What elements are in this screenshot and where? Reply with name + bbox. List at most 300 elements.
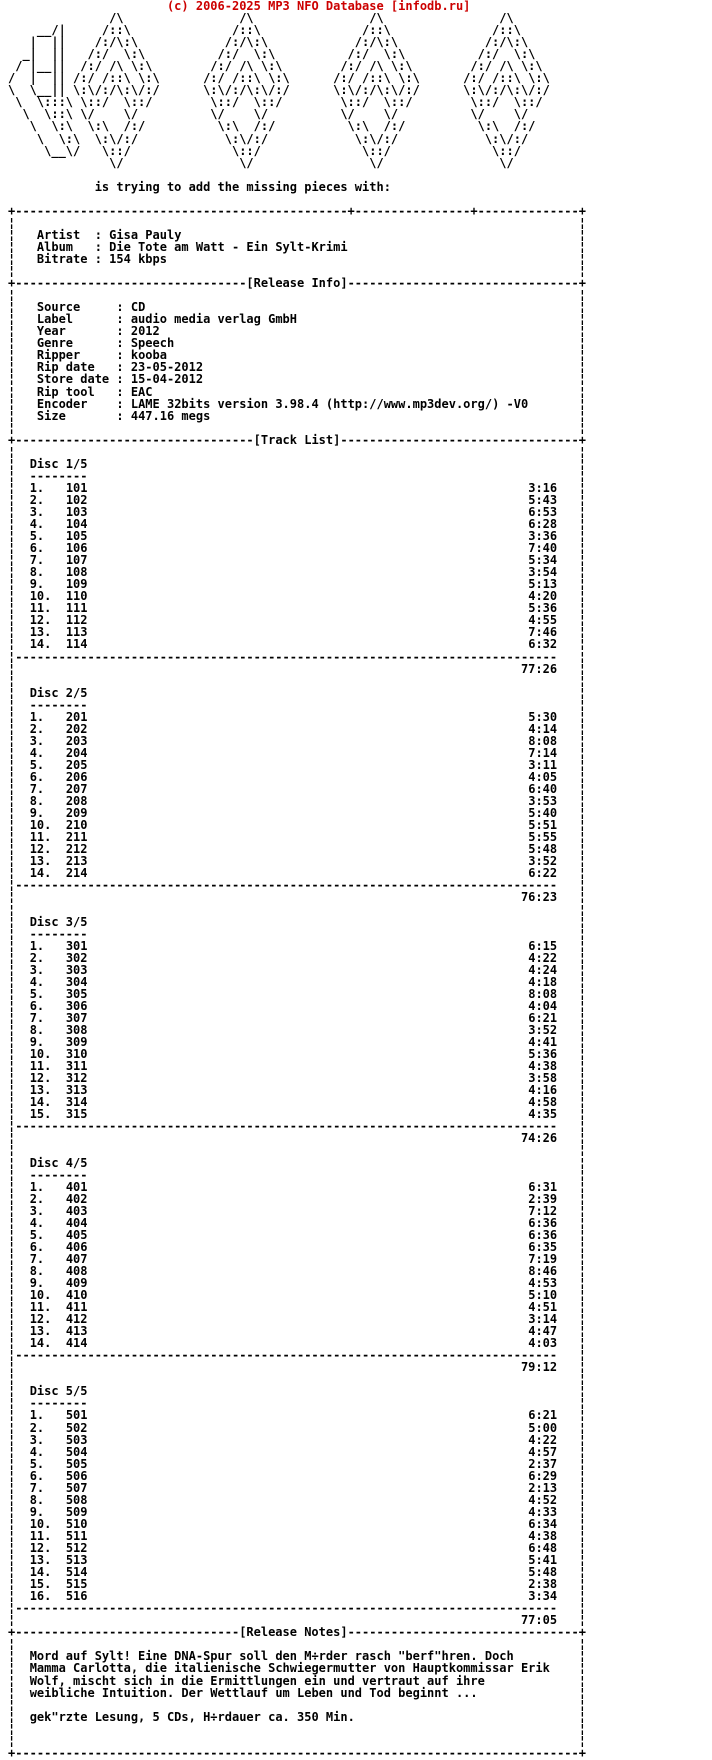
info-value: Speech (130, 336, 175, 351)
release-notes-rule-title: [Release Notes] (239, 1625, 348, 1640)
track-number: 16. (29, 1589, 52, 1604)
track-title: 502 (65, 1420, 88, 1435)
track-title: 509 (65, 1504, 88, 1519)
track-row: ¦ 6. 306 4:04 ¦ (8, 998, 587, 1013)
track-duration: 5:13 (528, 577, 558, 592)
track-title: 311 (65, 1059, 88, 1074)
track-duration: 7:14 (528, 745, 558, 760)
bottom-border: +------------------------------------------------------------------------------+ (8, 1745, 586, 1760)
track-title: 405 (65, 1227, 88, 1242)
track-row: ¦ 5. 105 3:36 ¦ (8, 529, 587, 544)
track-number: 7. (29, 553, 45, 568)
track-title: 510 (65, 1516, 88, 1531)
ascii-logo-row: \ \::\ \/ \/ \/ \/ \/ \/ \/ \/ (8, 107, 529, 122)
track-title: 108 (65, 565, 88, 580)
track-number: 7. (29, 1480, 45, 1495)
notes-text: Wolf, mischt sich in die Ermittlungen ein und vertraut auf ihre (29, 1673, 485, 1688)
header-label: Album (36, 239, 74, 254)
notes-row: ¦ Mamma Carlotta, die italienische Schwiegermutter von Hauptkommissar Erik ¦ (8, 1661, 586, 1676)
track-row: ¦ 9. 309 4:41 ¦ (8, 1035, 587, 1050)
track-number: 5. (29, 757, 45, 772)
info-row: ¦ Source : CD ¦ (8, 300, 586, 315)
track-duration: 4:41 (528, 1035, 558, 1050)
track-number: 9. (29, 1035, 45, 1050)
track-number: 3. (29, 1432, 45, 1447)
info-label: Genre (36, 336, 74, 351)
track-row: ¦ 5. 405 6:36 ¦ (8, 1227, 587, 1242)
track-number: 7. (29, 782, 45, 797)
track-number: 11. (29, 601, 52, 616)
header-row: ¦ Album : Die Tote am Watt - Ein Sylt-Krimi ¦ (8, 239, 586, 254)
track-title: 205 (65, 757, 88, 772)
ascii-logo-row: _| || /:/ \:\ /:/ \:\ /:/ \:\ /:/ \:\ (8, 47, 536, 62)
track-number: 1. (29, 709, 45, 724)
track-row: ¦ 1. 101 3:16 ¦ (8, 480, 587, 495)
track-number: 3. (29, 962, 45, 977)
ascii-logo-row: / | || /:/ /::\ \:\ /:/ /::\ \:\ /:/ /::\ \:\ /:/ /::\ \:\ (8, 71, 550, 86)
info-label: Encoder (36, 396, 88, 411)
info-label: Rip date (36, 360, 95, 375)
track-number: 5. (29, 1456, 45, 1471)
track-duration: 4:38 (528, 1528, 558, 1543)
track-duration: 2:13 (528, 1480, 558, 1495)
track-number: 4. (29, 974, 45, 989)
track-number: 11. (29, 1300, 52, 1315)
track-title: 403 (65, 1203, 88, 1218)
track-title: 103 (65, 504, 88, 519)
track-row: ¦ 4. 504 4:57 ¦ (8, 1444, 587, 1459)
track-row: ¦ 5. 505 2:37 ¦ (8, 1456, 587, 1471)
track-title: 515 (65, 1577, 88, 1592)
track-number: 13. (29, 625, 52, 640)
track-duration: 4:22 (528, 1432, 558, 1447)
track-row: ¦ 4. 304 4:18 ¦ (8, 974, 587, 989)
track-number: 13. (29, 1083, 52, 1098)
track-title: 303 (65, 962, 88, 977)
notes-text: weibliche Intuition. Der Wettlauf um Leben und Tod beginnt ... (29, 1685, 478, 1700)
track-title: 512 (65, 1541, 88, 1555)
track-number: 15. (29, 1577, 52, 1592)
notes-row: ¦ gek"rzte Lesung, 5 CDs, H÷rdauer ca. 350 Min. ¦ (8, 1709, 586, 1724)
track-title: 410 (65, 1288, 88, 1303)
track-duration: 2:38 (528, 1577, 558, 1592)
track-title: 413 (65, 1324, 88, 1339)
track-duration: 6:21 (528, 1010, 558, 1025)
track-title: 214 (65, 866, 88, 881)
track-number: 1. (29, 480, 45, 495)
track-title: 110 (65, 589, 88, 604)
track-number: 8. (29, 1263, 45, 1278)
track-duration: 5:30 (528, 709, 558, 724)
track-row: ¦ 9. 409 4:53 ¦ (8, 1275, 587, 1290)
info-value: EAC (130, 384, 153, 399)
disc-title-row: ¦ Disc 1/5 ¦ (8, 456, 586, 471)
track-duration: 5:10 (528, 1288, 558, 1303)
track-number: 13. (29, 854, 52, 869)
track-number: 5. (29, 529, 45, 544)
track-row: ¦ 13. 113 7:46 ¦ (8, 625, 587, 640)
track-duration: 6:21 (528, 1408, 558, 1423)
disc-title-row: ¦ Disc 4/5 ¦ (8, 1155, 586, 1170)
track-duration: 6:35 (528, 1239, 558, 1254)
disc-title: Disc 4/5 (29, 1155, 88, 1170)
track-title: 113 (65, 625, 88, 640)
disc-total: 74:26 (520, 1131, 558, 1146)
track-row: ¦ 13. 413 4:47 ¦ (8, 1324, 587, 1339)
blank-row: ¦ ¦ (8, 1372, 586, 1387)
track-title: 407 (65, 1251, 88, 1266)
track-duration: 5:34 (528, 553, 558, 568)
track-title: 501 (65, 1408, 88, 1423)
track-duration: 7:12 (528, 1203, 558, 1218)
track-title: 312 (65, 1071, 88, 1086)
info-row: ¦ Year : 2012 ¦ (8, 324, 587, 339)
header-label: Artist (36, 227, 81, 242)
info-label: Rip tool (36, 384, 95, 399)
track-title: 412 (65, 1312, 88, 1327)
disc-separator: ¦--------------------------------------------------------------------------- ¦ (8, 878, 586, 893)
notes-text: Mamma Carlotta, die italienische Schwiegermutter von Hauptkommissar Erik (29, 1661, 550, 1676)
track-row: ¦ 4. 204 7:14 ¦ (8, 745, 587, 760)
disc-total: 77:05 (520, 1613, 558, 1628)
track-row: ¦ 3. 503 4:22 ¦ (8, 1432, 587, 1447)
track-row: ¦ 12. 412 3:14 ¦ (8, 1312, 587, 1327)
track-duration: 5:41 (528, 1553, 558, 1568)
notes-row: ¦ weibliche Intuition. Der Wettlauf um Leben und Tod beginnt ... ¦ (8, 1685, 586, 1700)
track-title: 106 (65, 541, 88, 556)
track-title: 406 (65, 1239, 88, 1254)
track-number: 10. (29, 589, 52, 604)
ascii-logo-row: | || /:/\:\ /:/\:\ /:/\:\ /:/\:\ (8, 35, 529, 50)
notes-row: ¦ Wolf, mischt sich in die Ermittlungen ein und vertraut auf ihre ¦ (8, 1673, 586, 1688)
track-title: 208 (65, 794, 88, 809)
track-row: ¦ 6. 206 4:05 ¦ (8, 770, 587, 784)
disc-total: 77:26 (520, 661, 558, 676)
track-duration: 4:55 (528, 613, 558, 628)
ascii-logo-row: / |__|| /:/ /\ \:\ /:/ /\ \:\ /:/ /\ \:\ /:/ /\ \:\ (8, 59, 543, 74)
disc-total-row: ¦ 77:05 ¦ (8, 1613, 586, 1628)
track-row: ¦ 1. 501 6:21 ¦ (8, 1408, 587, 1423)
track-duration: 4:47 (528, 1324, 558, 1339)
track-duration: 5:43 (528, 492, 558, 507)
track-number: 13. (29, 1324, 52, 1339)
blank-row: ¦ ¦ (8, 420, 586, 435)
disc-total-row: ¦ 76:23 ¦ (8, 890, 586, 905)
disc-separator: ¦--------------------------------------------------------------------------- ¦ (8, 1348, 586, 1363)
track-row: ¦ 15. 315 4:35 ¦ (8, 1107, 587, 1122)
track-duration: 6:34 (528, 1516, 558, 1531)
track-title: 306 (65, 998, 88, 1013)
track-title: 514 (65, 1565, 88, 1580)
track-title: 210 (65, 818, 88, 833)
track-title: 212 (65, 842, 88, 857)
track-duration: 4:58 (528, 1095, 558, 1110)
track-row: ¦ 12. 312 3:58 ¦ (8, 1071, 587, 1086)
track-title: 505 (65, 1456, 88, 1471)
track-row: ¦ 12. 512 6:48 ¦ (8, 1541, 587, 1555)
track-row: ¦ 14. 214 6:22 ¦ (8, 866, 587, 881)
track-title: 204 (65, 745, 88, 760)
track-title: 207 (65, 782, 88, 797)
track-row: ¦ 14. 514 5:48 ¦ (8, 1565, 587, 1580)
track-row: ¦ 13. 513 5:41 ¦ (8, 1553, 587, 1568)
header-label: Bitrate (36, 251, 88, 266)
track-number: 8. (29, 1022, 45, 1037)
track-duration: 3:52 (528, 854, 558, 869)
track-number: 11. (29, 1059, 52, 1074)
track-row: ¦ 7. 207 6:40 ¦ (8, 782, 587, 797)
track-title: 307 (65, 1010, 88, 1025)
blank-row: ¦ ¦ (8, 1733, 586, 1748)
track-number: 3. (29, 1203, 45, 1218)
track-row: ¦ 2. 202 4:14 ¦ (8, 721, 587, 736)
track-row: ¦ 9. 509 4:33 ¦ (8, 1504, 587, 1519)
track-title: 404 (65, 1215, 88, 1230)
track-row: ¦ 10. 210 5:51 ¦ (8, 818, 587, 833)
notes-row: ¦ Mord auf Sylt! Eine DNA-Spur soll den M÷rder rasch "berf"hren. Doch ¦ (8, 1649, 586, 1664)
track-row: ¦ 14. 414 4:03 ¦ (8, 1336, 587, 1351)
info-label: Source (36, 300, 81, 315)
track-title: 105 (65, 529, 88, 544)
track-row: ¦ 3. 203 8:08 ¦ (8, 733, 587, 748)
track-number: 1. (29, 938, 45, 953)
info-row: ¦ Rip date : 23-05-2012 ¦ (8, 360, 586, 375)
blank-row: ¦ ¦ (8, 1637, 586, 1652)
blank-row: ¦ ¦ (8, 1143, 586, 1158)
track-row: ¦ 7. 307 6:21 ¦ (8, 1010, 587, 1025)
track-duration: 6:31 (528, 1179, 558, 1194)
track-title: 411 (65, 1300, 88, 1315)
track-title: 504 (65, 1444, 88, 1459)
track-row: ¦ 2. 102 5:43 ¦ (8, 492, 587, 507)
track-row: ¦ 11. 311 4:38 ¦ (8, 1059, 587, 1074)
track-number: 12. (29, 1541, 52, 1555)
track-duration: 6:40 (528, 782, 558, 797)
track-title: 414 (65, 1336, 88, 1351)
track-duration: 3:36 (528, 529, 558, 544)
track-title: 315 (65, 1107, 88, 1122)
disc-title-row: ¦ Disc 3/5 ¦ (8, 914, 586, 929)
track-duration: 7:40 (528, 541, 558, 556)
track-duration: 4:20 (528, 589, 558, 604)
track-row: ¦ 7. 407 7:19 ¦ (8, 1251, 587, 1266)
track-duration: 8:08 (528, 733, 558, 748)
track-number: 6. (29, 770, 45, 784)
track-number: 7. (29, 1010, 45, 1025)
track-duration: 2:37 (528, 1456, 558, 1471)
info-row: ¦ Ripper : kooba ¦ (8, 348, 586, 363)
disc-separator: ¦--------------------------------------------------------------------------- ¦ (8, 649, 586, 664)
track-list-rule-title: [Track List] (253, 432, 341, 447)
track-number: 14. (29, 866, 52, 881)
disc-underline: ¦ -------- ¦ (8, 1396, 586, 1411)
track-duration: 4:22 (528, 950, 558, 965)
track-number: 1. (29, 1179, 45, 1194)
track-duration: 3:34 (528, 1589, 558, 1604)
track-number: 6. (29, 1468, 45, 1483)
track-number: 4. (29, 1215, 45, 1230)
info-label: Store date (36, 372, 110, 387)
track-number: 14. (29, 1336, 52, 1351)
track-duration: 7:46 (528, 625, 558, 640)
ascii-logo-row: \ \__|| \:\/:/\:\/:/ \:\/:/\:\/:/ \:\/:/\:\/:/ \:\/:/\:\/:/ (8, 83, 550, 98)
track-row: ¦ 10. 110 4:20 ¦ (8, 589, 587, 604)
track-row: ¦ 9. 209 5:40 ¦ (8, 806, 587, 821)
track-title: 314 (65, 1095, 88, 1110)
track-duration: 6:48 (528, 1541, 558, 1555)
track-duration: 4:14 (528, 721, 558, 736)
track-title: 401 (65, 1179, 88, 1194)
header-art-line (8, 157, 712, 169)
disc-underline: ¦ -------- ¦ (8, 468, 586, 483)
track-row: ¦ 3. 303 4:24 ¦ (8, 962, 587, 977)
track-row: ¦ 10. 510 6:34 ¦ (8, 1516, 587, 1531)
disc-total-row: ¦ 77:26 ¦ (8, 661, 586, 676)
track-number: 9. (29, 1504, 45, 1519)
track-number: 9. (29, 577, 45, 592)
track-duration: 6:32 (528, 637, 558, 652)
track-number: 6. (29, 1239, 45, 1254)
track-duration: 4:57 (528, 1444, 558, 1459)
blank-row: ¦ ¦ (8, 215, 586, 230)
track-title: 507 (65, 1480, 88, 1495)
track-row: ¦ 11. 111 5:36 ¦ (8, 601, 587, 616)
track-number: 8. (29, 565, 45, 580)
track-row: ¦ 14. 314 4:58 ¦ (8, 1095, 587, 1110)
track-number: 5. (29, 986, 45, 1001)
track-duration: 6:29 (528, 1468, 558, 1483)
track-number: 2. (29, 950, 45, 965)
track-row: ¦ 13. 313 4:16 ¦ (8, 1083, 587, 1098)
header-row: ¦ Bitrate : 154 kbps ¦ (8, 251, 586, 266)
disc-underline: ¦ -------- ¦ (8, 697, 586, 712)
track-duration: 6:28 (528, 517, 558, 532)
track-title: 313 (65, 1083, 88, 1098)
track-row: ¦ 5. 205 3:11 ¦ (8, 757, 587, 772)
track-duration: 8:46 (528, 1263, 558, 1278)
ascii-logo-row: \/ \/ \/ \/ (8, 155, 514, 170)
track-title: 104 (65, 517, 88, 532)
track-duration: 2:39 (528, 1191, 558, 1206)
track-title: 301 (65, 938, 88, 953)
track-duration: 3:11 (528, 757, 558, 772)
track-duration: 4:24 (528, 962, 558, 977)
track-row: ¦ 1. 401 6:31 ¦ (8, 1179, 587, 1194)
track-number: 14. (29, 637, 52, 652)
track-number: 14. (29, 1565, 52, 1580)
track-row: ¦ 1. 301 6:15 ¦ (8, 938, 587, 953)
track-duration: 4:04 (528, 998, 558, 1013)
track-row: ¦ 10. 310 5:36 ¦ (8, 1047, 587, 1062)
track-number: 6. (29, 541, 45, 556)
disc-separator: ¦--------------------------------------------------------------------------- ¦ (8, 1119, 586, 1134)
track-row: ¦ 6. 506 6:29 ¦ (8, 1468, 587, 1483)
ascii-logo-row: /\ /\ /\ /\ (8, 11, 514, 26)
info-row: ¦ Label : audio media verlag GmbH ¦ (8, 312, 586, 327)
disc-title: Disc 2/5 (29, 685, 88, 700)
track-number: 4. (29, 517, 45, 532)
track-title: 114 (65, 637, 88, 652)
track-row: ¦ 3. 103 6:53 ¦ (8, 504, 587, 519)
track-number: 1. (29, 1408, 45, 1423)
track-row: ¦ 5. 305 8:08 ¦ (8, 986, 587, 1001)
track-number: 2. (29, 1420, 45, 1435)
info-label: Ripper (36, 348, 81, 363)
track-duration: 5:00 (528, 1420, 558, 1435)
track-duration: 6:36 (528, 1227, 558, 1242)
track-number: 10. (29, 1288, 52, 1303)
info-label: Size (36, 408, 66, 423)
track-number: 3. (29, 504, 45, 519)
disc-title-row: ¦ Disc 5/5 ¦ (8, 1384, 586, 1399)
track-duration: 4:16 (528, 1083, 558, 1098)
release-info-rule-title: [Release Info] (246, 276, 348, 291)
track-duration: 6:36 (528, 1215, 558, 1230)
track-duration: 4:33 (528, 1504, 558, 1519)
tagline: is trying to add the missing pieces with: (94, 179, 391, 194)
track-title: 408 (65, 1263, 88, 1278)
track-number: 3. (29, 733, 45, 748)
track-duration: 6:15 (528, 938, 558, 953)
track-title: 308 (65, 1022, 88, 1037)
track-number: 9. (29, 1275, 45, 1290)
track-title: 107 (65, 553, 88, 568)
ascii-logo-row: \__\/ \::/ \::/ \::/ \::/ (8, 143, 521, 158)
track-row: ¦ 14. 114 6:32 ¦ (8, 637, 587, 652)
info-value: audio media verlag GmbH (130, 312, 297, 327)
track-title: 111 (65, 601, 88, 616)
track-duration: 4:52 (528, 1492, 558, 1507)
header-value: 154 kbps (109, 251, 167, 266)
track-duration: 3:14 (528, 1312, 558, 1327)
ascii-logo-row: \ \:\ \:\/:/ \:\/:/ \:\/:/ \:\/:/ (8, 131, 529, 146)
track-title: 211 (65, 830, 88, 845)
ascii-logo-row: __/| /::\ /::\ /::\ /::\ (8, 23, 521, 38)
track-number: 6. (29, 998, 45, 1013)
release-info-rule: +--------------------------------[Release Info]--------------------------------+ (8, 276, 586, 291)
disc-total-row: ¦ 74:26 ¦ (8, 1131, 586, 1146)
blank-row: ¦ ¦ (8, 444, 586, 459)
track-row: ¦ 8. 208 3:53 ¦ (8, 794, 587, 809)
track-title: 310 (65, 1047, 88, 1062)
track-title: 305 (65, 986, 88, 1001)
ascii-logo-row: \ \:\ \:\ /:/ \:\ /:/ \:\ /:/ \:\ /:/ (8, 119, 536, 134)
info-row: ¦ Encoder : LAME 32bits version 3.98.4 (http://www.mp3dev.org/) -V0 ¦ (8, 396, 586, 411)
track-title: 203 (65, 733, 88, 748)
track-row: ¦ 3. 403 7:12 ¦ (8, 1203, 587, 1218)
track-number: 14. (29, 1095, 52, 1110)
track-title: 409 (65, 1275, 88, 1290)
track-row: ¦ 12. 112 4:55 ¦ (8, 613, 587, 628)
track-duration: 4:18 (528, 974, 558, 989)
track-duration: 6:53 (528, 504, 558, 519)
header-value: Die Tote am Watt - Ein Sylt-Krimi (109, 239, 348, 254)
track-row: ¦ 4. 104 6:28 ¦ (8, 517, 587, 532)
track-row: ¦ 2. 502 5:00 ¦ (8, 1420, 587, 1435)
track-number: 10. (29, 1516, 52, 1531)
release-notes-rule: +-------------------------------[Release Notes]--------------------------------+ (8, 1625, 586, 1640)
header-row: ¦ Artist : Gisa Pauly ¦ (8, 227, 586, 242)
track-number: 10. (29, 1047, 52, 1062)
top-border: +----------------------------------------------+----------------+--------------+ (8, 203, 586, 218)
track-duration: 3:53 (528, 794, 558, 809)
track-duration: 3:52 (528, 1022, 558, 1037)
tagline-line (8, 181, 712, 193)
track-row: ¦ 16. 516 3:34 ¦ (8, 1589, 587, 1604)
track-duration: 5:36 (528, 1047, 558, 1062)
track-title: 209 (65, 806, 88, 821)
track-title: 506 (65, 1468, 88, 1483)
